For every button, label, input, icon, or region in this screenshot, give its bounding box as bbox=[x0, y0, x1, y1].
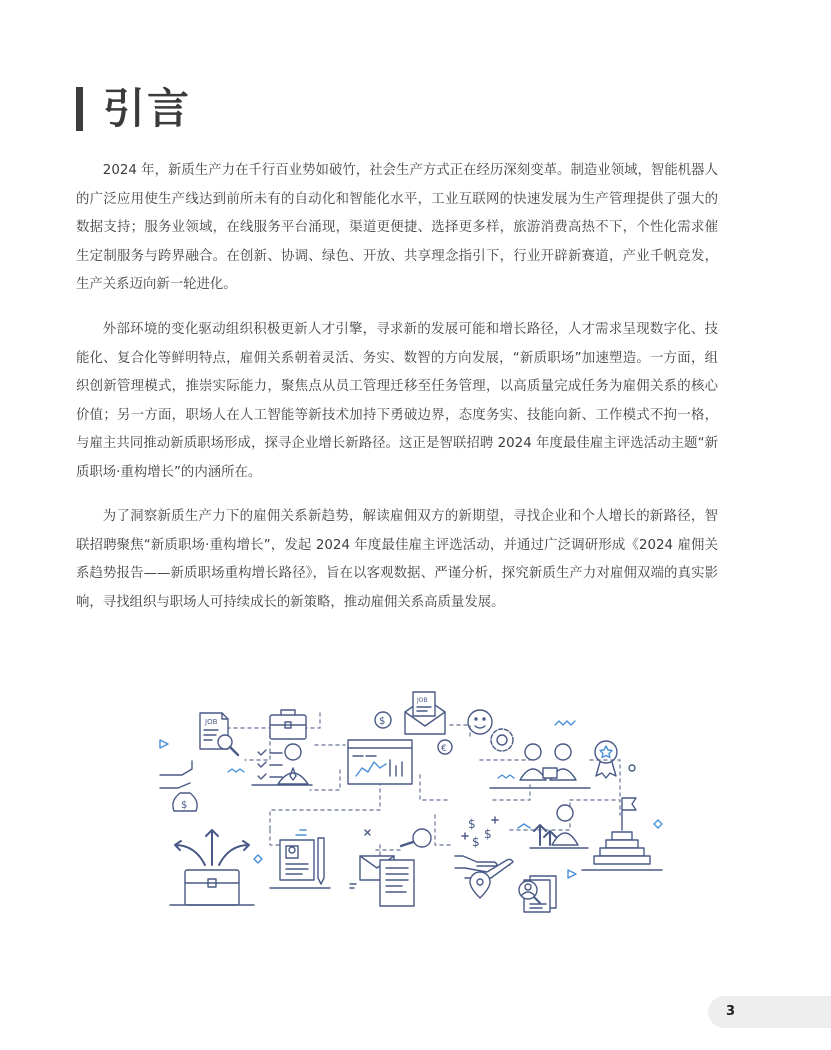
money-hand-icon bbox=[455, 817, 513, 878]
play-triangle-decor bbox=[160, 740, 168, 748]
diamond-decor bbox=[254, 855, 262, 863]
small-triangle-decor bbox=[568, 870, 576, 878]
title-block bbox=[76, 84, 191, 134]
hr-illustration bbox=[150, 680, 670, 920]
profile-docs-icon bbox=[519, 876, 556, 912]
page-number-tab bbox=[708, 996, 831, 1028]
envelope-job-label: JOB bbox=[417, 697, 428, 704]
money-hand-dollar-2: $ bbox=[484, 827, 492, 841]
job-label: JOB bbox=[205, 718, 218, 726]
title-accent-bar bbox=[76, 87, 83, 131]
dollar-label: $ bbox=[379, 716, 386, 727]
paragraph-3: 为了洞察新质生产力下的雇佣关系新趋势，解读雇佣双方的新期望，寻找企业和个人增长的新路径，智联招聘聚焦“新质职场·重构增长”，发起 2024 年度最佳雇主评选活动，并通过广泛调研形成《2024 雇佣关系趋势报告——新质职场重构增长路径》，旨在以客观数据、严谨分析，探究新质生产力对雇佣双端的真实影响，寻找组织与职场人可持续成长的新策略，推动雇佣关系高质量发展。 bbox=[76, 509, 718, 610]
growth-person-icon bbox=[518, 805, 588, 848]
money-bag-hand-icon bbox=[160, 761, 197, 811]
location-pin-icon bbox=[470, 872, 490, 898]
euro-coin-icon bbox=[438, 740, 452, 754]
small-cross-decor bbox=[365, 830, 370, 835]
resume-icon bbox=[270, 830, 330, 888]
euro-label: € bbox=[441, 744, 447, 754]
money-bag-label: $ bbox=[181, 800, 188, 811]
checklist-person-icon bbox=[252, 744, 312, 785]
page-title: 引言 bbox=[103, 84, 192, 133]
page-number: 3 bbox=[726, 1004, 736, 1019]
envelope-job-icon bbox=[405, 692, 445, 734]
dollar-coin-icon bbox=[375, 712, 391, 728]
gears-smile-icon bbox=[468, 710, 513, 751]
money-hand-dollar-1: $ bbox=[468, 817, 476, 831]
job-search-icon bbox=[200, 713, 238, 755]
analytics-board-icon bbox=[348, 740, 412, 784]
magnifier-icon bbox=[401, 829, 431, 847]
paragraph-2: 外部环境的变化驱动组织积极更新人才引擎，寻求新的发展可能和增长路径，人才需求呈现数字化、技能化、复合化等鲜明特点，雇佣关系朝着灵活、务实、数智的方向发展，“新质职场”加速塑造。一方面，组织创新管理模式，推崇实际能力，聚焦点从员工管理迁移至任务管理，以高质量完成任务为雇佣关系的核心价值；另一方面，职场人在人工智能等新技术加持下勇破边界，态度务实、技能向新、工作模式不拘一格，与雇主共同推动新质职场形成，探寻企业增长新路径。这正是智联招聘 2024 年度最佳雇主评选活动主题“新质职场·重构增长”的内涵所在。 bbox=[76, 322, 718, 480]
zigzag-decor bbox=[228, 769, 244, 772]
mail-document-icon bbox=[350, 856, 414, 906]
paragraph-1: 2024 年，新质生产力在千行百业势如破竹，社会生产方式正在经历深刻变革。制造业领域，智能机器人的广泛应用使生产线达到前所未有的自动化和智能化水平，工业互联网的快速发展为生产管理提供了强大的数据支持；服务业领域，在线服务平台涌现，渠道更便捷、选择更多样，旅游消费高热不下，个性化需求催生定制服务与跨界融合。在创新、协调、绿色、开放、共享理念指引下，行业开辟新赛道，产业千帆竞发，生产关系迈向新一轮进化。 bbox=[76, 163, 718, 292]
squiggle-decor bbox=[555, 721, 575, 725]
briefcase-icon bbox=[270, 710, 306, 739]
dot-decor bbox=[629, 765, 635, 771]
money-hand-dollar-3: $ bbox=[472, 835, 480, 849]
staircase-flag-icon bbox=[582, 798, 662, 870]
arrows-briefcase-icon bbox=[170, 830, 254, 905]
